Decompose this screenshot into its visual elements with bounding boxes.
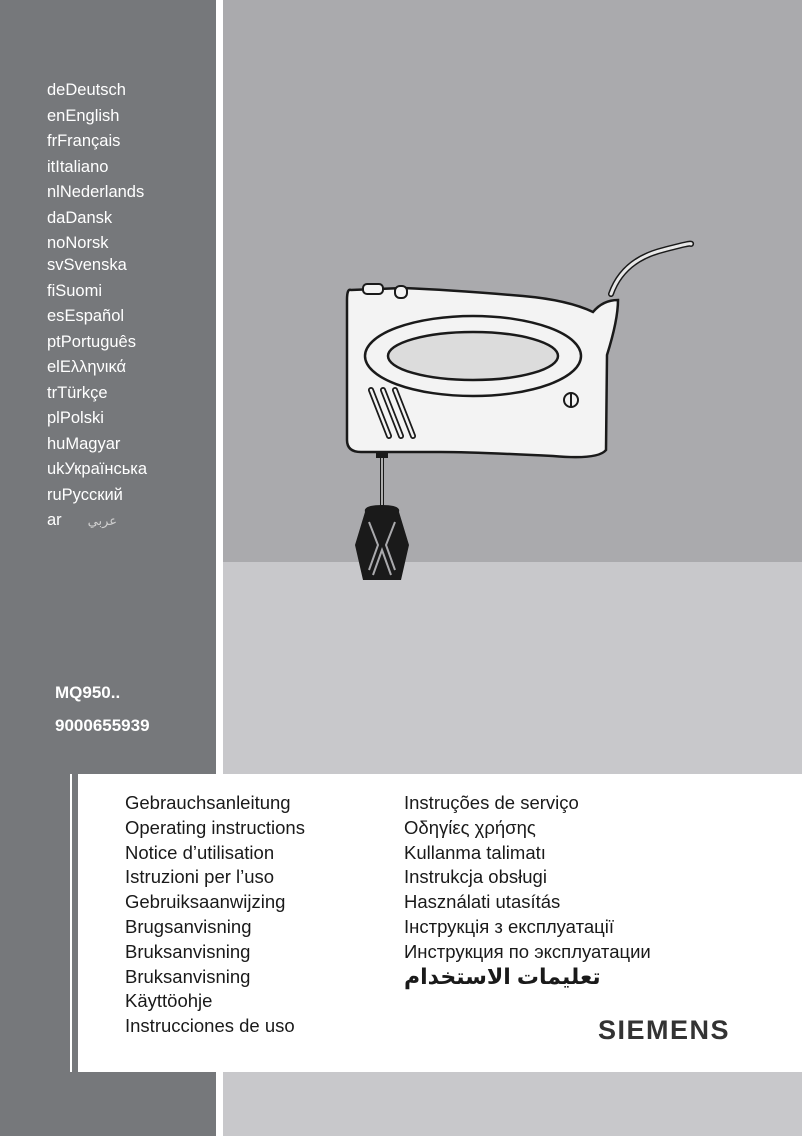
instruction-title: Інструкція з експлуатації [404, 915, 614, 937]
instruction-title: Gebrauchsanleitung [125, 792, 291, 813]
instruction-title: Οδηγίες χρήσης [404, 816, 536, 838]
instruction-title: Kullanma talimatı [404, 841, 546, 863]
language-item: svSvenska [47, 256, 127, 274]
instruction-title: Инструкция по эксплуатации [404, 940, 651, 962]
language-item: fiSuomi [47, 281, 103, 300]
instruction-title: Operating instructions [125, 816, 305, 838]
document-number: 9000655939 [55, 716, 150, 735]
language-item: enEnglish [47, 106, 120, 125]
language-item: ptPortuguês [47, 332, 136, 351]
instruction-title: Instrucciones de uso [125, 1015, 295, 1037]
instruction-title: Instruções de serviço [404, 792, 579, 813]
instruction-titles-left [125, 791, 305, 1039]
language-item: huMagyar [47, 434, 121, 453]
brand-logo: SIEMENS [598, 1015, 731, 1045]
instruction-title: Használati utasítás [404, 891, 561, 913]
instruction-title: Gebruiksaanwijzing [125, 891, 286, 913]
instruction-title: Bruksanvisning [125, 965, 251, 987]
language-item: itItaliano [47, 157, 109, 176]
hand-mixer-illustration [223, 0, 802, 774]
language-item: plPolski [47, 409, 104, 427]
instruction-title: Bruksanvisning [125, 940, 251, 962]
instruction-title-arabic: تعليمات الاستخدام [404, 963, 601, 989]
instruction-title: Instrukcja obsługi [404, 866, 547, 888]
language-item: elΕλληνικά [47, 358, 127, 376]
language-item: esEspañol [47, 307, 125, 325]
instruction-title: Notice d’utilisation [125, 841, 275, 863]
language-item: deDeutsch [47, 81, 126, 99]
model-number: MQ950.. [55, 683, 121, 702]
language-list [47, 79, 147, 535]
instruction-title: Istruzioni per l’uso [125, 866, 275, 888]
language-item: frFrançais [47, 132, 121, 150]
language-item: ukУкраїнська [47, 460, 148, 478]
card-stripe-thin [72, 774, 78, 1072]
card-stripe [56, 774, 70, 1072]
language-item: nlNederlands [47, 183, 145, 201]
instruction-title: Käyttöohje [125, 990, 213, 1012]
language-item: noNorsk [47, 234, 109, 252]
instruction-titles-right [404, 791, 651, 989]
language-item: daDansk [47, 208, 113, 227]
bottom-color-strip [223, 1072, 802, 1136]
language-item: ruРусский [47, 485, 123, 504]
language-item: trTürkçe [47, 383, 108, 402]
language-item: ar عربي [47, 511, 118, 529]
instruction-title: Brugsanvisning [125, 915, 252, 937]
